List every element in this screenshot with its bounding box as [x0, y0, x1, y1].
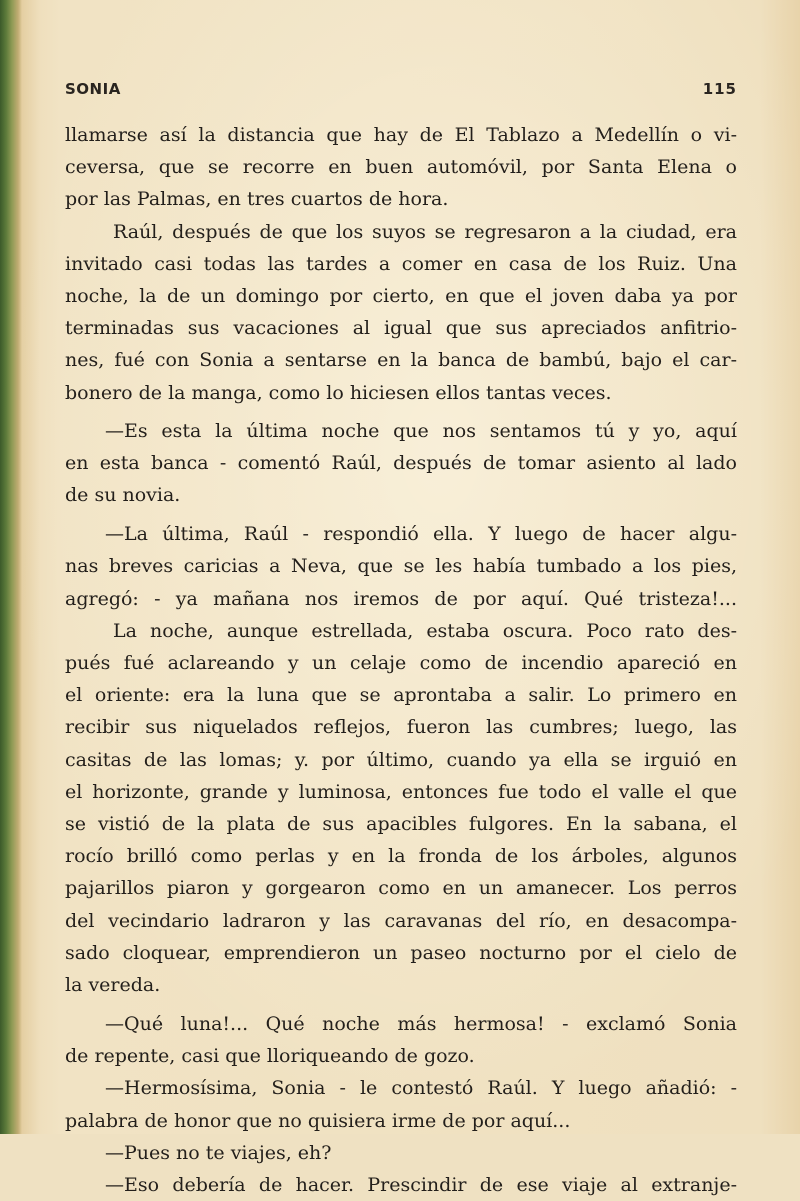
- text-line: en esta banca - comentó Raúl, después de tomar asiento al lado: [65, 451, 737, 474]
- text-line: —Es esta la última noche que nos sentamos tú y yo, aquí: [105, 419, 737, 442]
- text-line: palabra de honor que no quisiera irme de por aquí...: [65, 1109, 571, 1132]
- text-line: llamarse así la distancia que hay de El Tablazo a Medellín o vi-: [65, 124, 737, 146]
- text-line: —Qué luna!... Qué noche más hermosa! - exclamó Sonia: [105, 1013, 737, 1036]
- text-line: La noche, aunque estrellada, estaba oscura. Poco rato des-: [113, 619, 737, 642]
- book-binding-edge: [0, 0, 22, 1134]
- text-line: por las Palmas, en tres cuartos de hora.: [65, 188, 449, 211]
- text-line: —Eso debería de hacer. Prescindir de ese viaje al extranje-: [105, 1174, 737, 1196]
- text-line: terminadas sus vacaciones al igual que sus apreciados anfitrio-: [65, 317, 737, 340]
- text-line: invitado casi todas las tardes a comer en casa de los Ruiz. Una: [65, 252, 737, 275]
- text-line: nas breves caricias a Neva, que se les había tumbado a los pies,: [65, 555, 737, 578]
- text-line: la vereda.: [65, 973, 161, 996]
- text-line: rocío brilló como perlas y en la fronda de los árboles, algunos: [65, 845, 737, 868]
- text-line: del vecindario ladraron y las caravanas del río, en desacompa-: [65, 909, 737, 932]
- running-title: SONIA: [65, 80, 121, 98]
- text-line: pués fué aclareando y un celaje como de incendio apareció en: [65, 652, 737, 674]
- text-line: —Pues no te viajes, eh?: [105, 1141, 332, 1164]
- text-line: ceversa, que se recorre en buen automóvil, por Santa Elena o: [65, 156, 737, 179]
- text-line: el horizonte, grande y luminosa, entonces fue todo el valle el que: [65, 780, 737, 803]
- text-line: noche, la de un domingo por cierto, en que el joven daba ya por: [65, 284, 737, 307]
- text-line: de repente, casi que lloriqueando de gozo.: [65, 1045, 475, 1068]
- text-line: nes, fué con Sonia a sentarse en la banca de bambú, bajo el car-: [65, 349, 737, 372]
- page-number: 115: [702, 80, 737, 98]
- text-line: agregó: - ya mañana nos iremos de por aquí. Qué tristeza!...: [65, 587, 737, 610]
- page-header: [65, 80, 737, 104]
- text-line: bonero de la manga, como lo hiciesen ellos tantas veces.: [65, 381, 612, 404]
- text-line: Raúl, después de que los suyos se regresaron a la ciudad, era: [113, 220, 737, 243]
- text-line: pajarillos piaron y gorgearon como en un amanecer. Los perros: [65, 877, 737, 900]
- body-text: [65, 119, 737, 1201]
- text-line: recibir sus niquelados reflejos, fueron las cumbres; luego, las: [65, 716, 737, 739]
- text-line: el oriente: era la luna que se aprontaba a salir. Lo primero en: [65, 684, 737, 707]
- text-line: casitas de las lomas; y. por último, cuando ya ella se irguió en: [65, 748, 737, 771]
- text-line: sado cloquear, emprendieron un paseo nocturno por el cielo de: [65, 941, 737, 964]
- text-line: —Hermosísima, Sonia - le contestó Raúl. Y luego añadió: -: [105, 1077, 737, 1100]
- text-line: se vistió de la plata de sus apacibles fulgores. En la sabana, el: [65, 812, 737, 835]
- text-line: —La última, Raúl - respondió ella. Y luego de hacer algu-: [105, 523, 737, 546]
- text-line: de su novia.: [65, 484, 181, 507]
